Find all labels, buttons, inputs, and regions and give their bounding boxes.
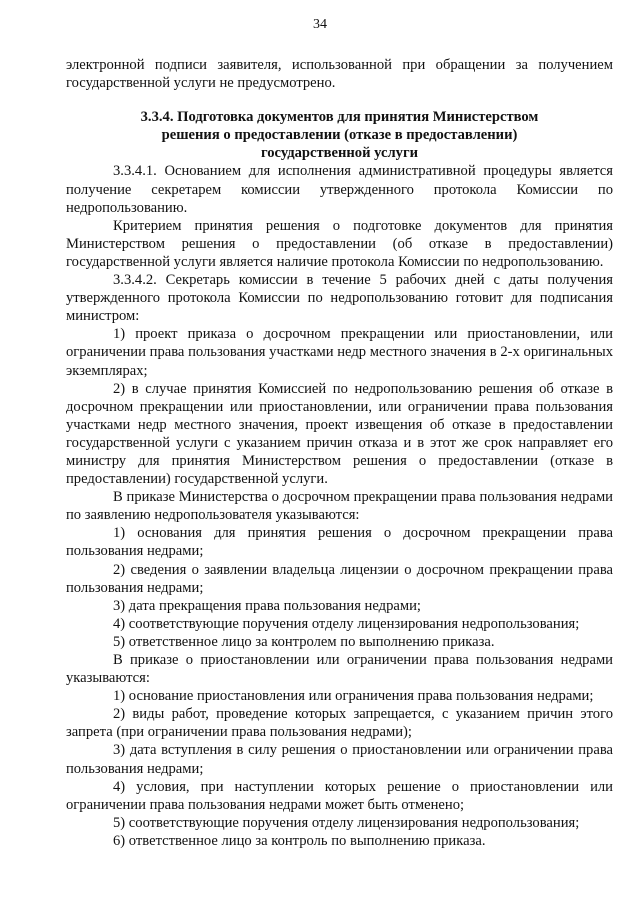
list-item: 1) основания для принятия решения о досрочном прекращении права пользования недрами; [66,525,613,560]
section-heading-line: государственной услуги [260,145,419,162]
section-heading-line: решения о предоставлении (отказе в предоставлении) [161,127,518,144]
document-body [66,56,613,850]
paragraph: Критерием принятия решения о подготовке документов для принятия Министерством решения о предоставлении (об отказе в предоставлении) государственной услуги является наличие протокола Комиссии по недропользованию. [66,217,613,270]
section-heading [66,108,613,162]
paragraph: В приказе Министерства о досрочном прекращении права пользования недрами по заявлению недропользователя указываются: [66,489,613,524]
section-heading-line: 3.3.4. Подготовка документов для принятия Министерством [140,109,539,126]
list-item: 1) основание приостановления или ограничения права пользования недрами; [113,688,594,705]
list-item: 5) ответственное лицо за контролем по выполнению приказа. [113,633,495,650]
list-item: 3) дата вступления в силу решения о приостановлении или ограничении права пользования недрами; [66,742,613,777]
list-item: 4) условия, при наступлении которых решение о приостановлении или ограничении права пользования недрами может быть отменено; [66,778,613,813]
list-item: 1) проект приказа о досрочном прекращении или приостановлении, или ограничении права пользования участками недр местного значения в 2-х оригинальных экземплярах; [66,326,613,379]
list-item: 2) сведения о заявлении владельца лицензии о досрочном прекращении права пользования недрами; [66,561,613,596]
paragraph: В приказе о приостановлении или ограничении права пользования недрами указываются: [66,652,613,687]
list-item: 6) ответственное лицо за контроль по выполнению приказа. [113,832,486,849]
list-item: 5) соответствующие поручения отделу лицензирования недропользования; [113,814,580,831]
intro-paragraph: электронной подписи заявителя, использованной при обращении за получением государственной услуги не предусмотрено. [66,57,613,92]
list-item: 2) в случае принятия Комиссией по недропользованию решения об отказе в досрочном прекращении или приостановлении, или ограничении права пользования участками недр местного значения, проект извещения об отказе в предоставлении государственной услуги с указанием причин отказа и в этот же срок направляет его министру для принятия Министерством решения о предоставлении (отказе в предоставлении) государственной услуги. [66,380,613,488]
paragraph: 3.3.4.2. Секретарь комиссии в течение 5 рабочих дней с даты получения утвержденного протокола Комиссии по недропользованию готовит для подписания министром: [66,272,613,325]
list-item: 2) виды работ, проведение которых запрещается, с указанием причин этого запрета (при ограничении права пользования недрами); [66,706,613,741]
list-item: 4) соответствующие поручения отделу лицензирования недропользования; [113,615,580,632]
page-number: 34 [313,17,327,32]
list-item: 3) дата прекращения права пользования недрами; [113,597,421,614]
paragraph: 3.3.4.1. Основанием для исполнения административной процедуры является получение секретарем комиссии утвержденного протокола Комиссии по недропользованию. [66,163,613,216]
